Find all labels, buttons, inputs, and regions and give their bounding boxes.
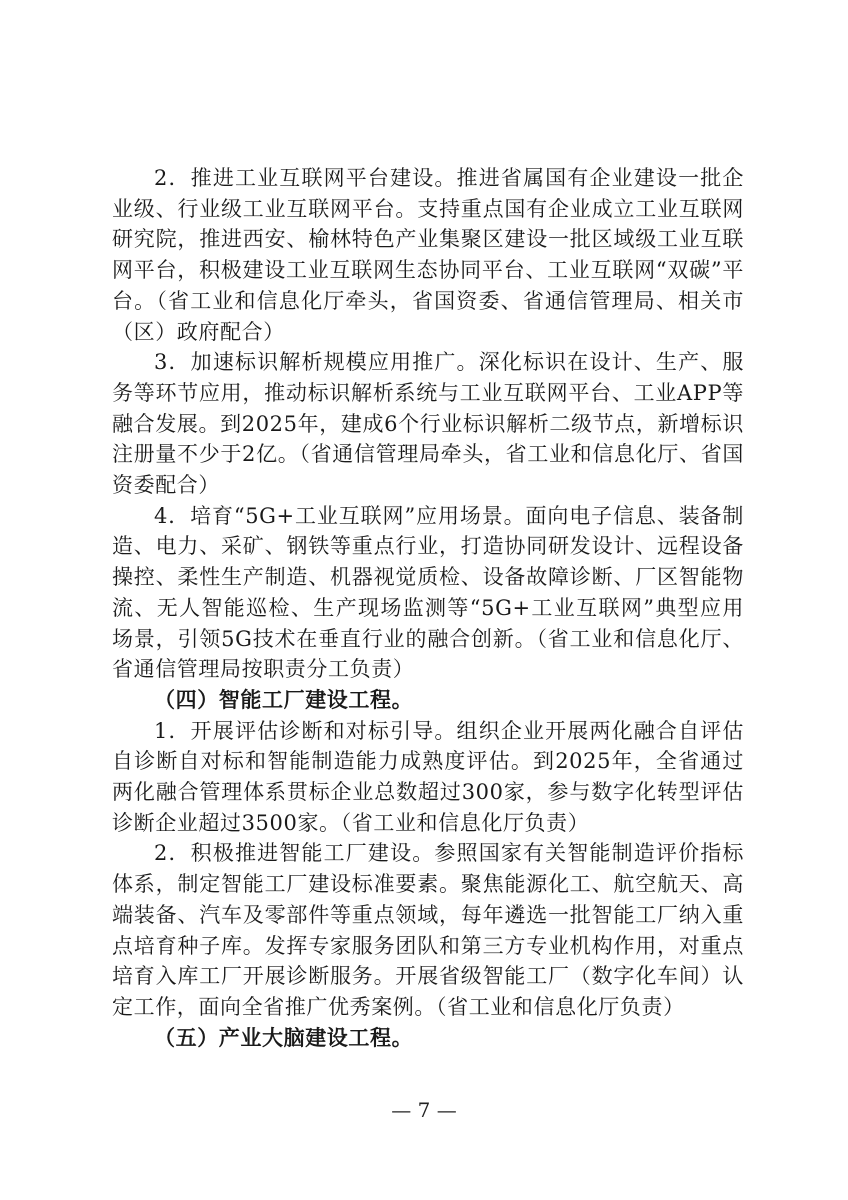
paragraph-assessment-diagnosis: 1．开展评估诊断和对标引导。组织企业开展两化融合自评估自诊断自对标和智能制造能力成熟度评估。到2025年，全省通过两化融合管理体系贯标企业总数超过300家，参与数字化转型评估诊断企业超过3500家。（省工业和信息化厅负责） — [112, 718, 744, 835]
paragraph-platform-building: 2．推进工业互联网平台建设。推进省属国有企业建设一批企业级、行业级工业互联网平台。支持重点国有企业成立工业互联网研究院，推进西安、榆林特色产业集聚区建设一批区域级工业互联网平台，积极建设工业互联网生态协同平台、工业互联网“双碳”平台。（省工业和信息化厅牵头，省国资委、省通信管理局、相关市（区）政府配合） — [112, 166, 744, 344]
document-body — [112, 163, 744, 1053]
section-heading-smart-factory: （四）智能工厂建设工程。 — [154, 687, 414, 712]
paragraph-identifier-resolution: 3．加速标识解析规模应用推广。深化标识在设计、生产、服务等环节应用，推动标识解析系统与工业互联网平台、工业APP等融合发展。到2025年，建成6个行业标识解析二级节点，新增标识注册量不少于2亿。（省通信管理局牵头，省工业和信息化厅、省国资委配合） — [112, 350, 744, 498]
paragraph-5g-scenarios: 4．培育“5G+工业互联网”应用场景。面向电子信息、装备制造、电力、采矿、钢铁等重点行业，打造协同研发设计、远程设备操控、柔性生产制造、机器视觉质检、设备故障诊断、厂区智能物流、无人智能巡检、生产现场监测等“5G+工业互联网”典型应用场景，引领5G技术在垂直行业的融合创新。（省工业和信息化厅、省通信管理局按职责分工负责） — [112, 503, 744, 682]
page-number: — 7 — — [391, 1098, 457, 1122]
paragraph-smart-factory-building: 2．积极推进智能工厂建设。参照国家有关智能制造评价指标体系，制定智能工厂建设标准要素。聚焦能源化工、航空航天、高端装备、汽车及零部件等重点领域，每年遴选一批智能工厂纳入重点培育种子库。发挥专家服务团队和第三方专业机构作用，对重点培育入库工厂开展诊断服务。开展省级智能工厂（数字化车间）认定工作，面向全省推广优秀案例。（省工业和信息化厅负责） — [112, 841, 744, 1019]
section-heading-industry-brain: （五）产业大脑建设工程。 — [154, 1025, 414, 1050]
